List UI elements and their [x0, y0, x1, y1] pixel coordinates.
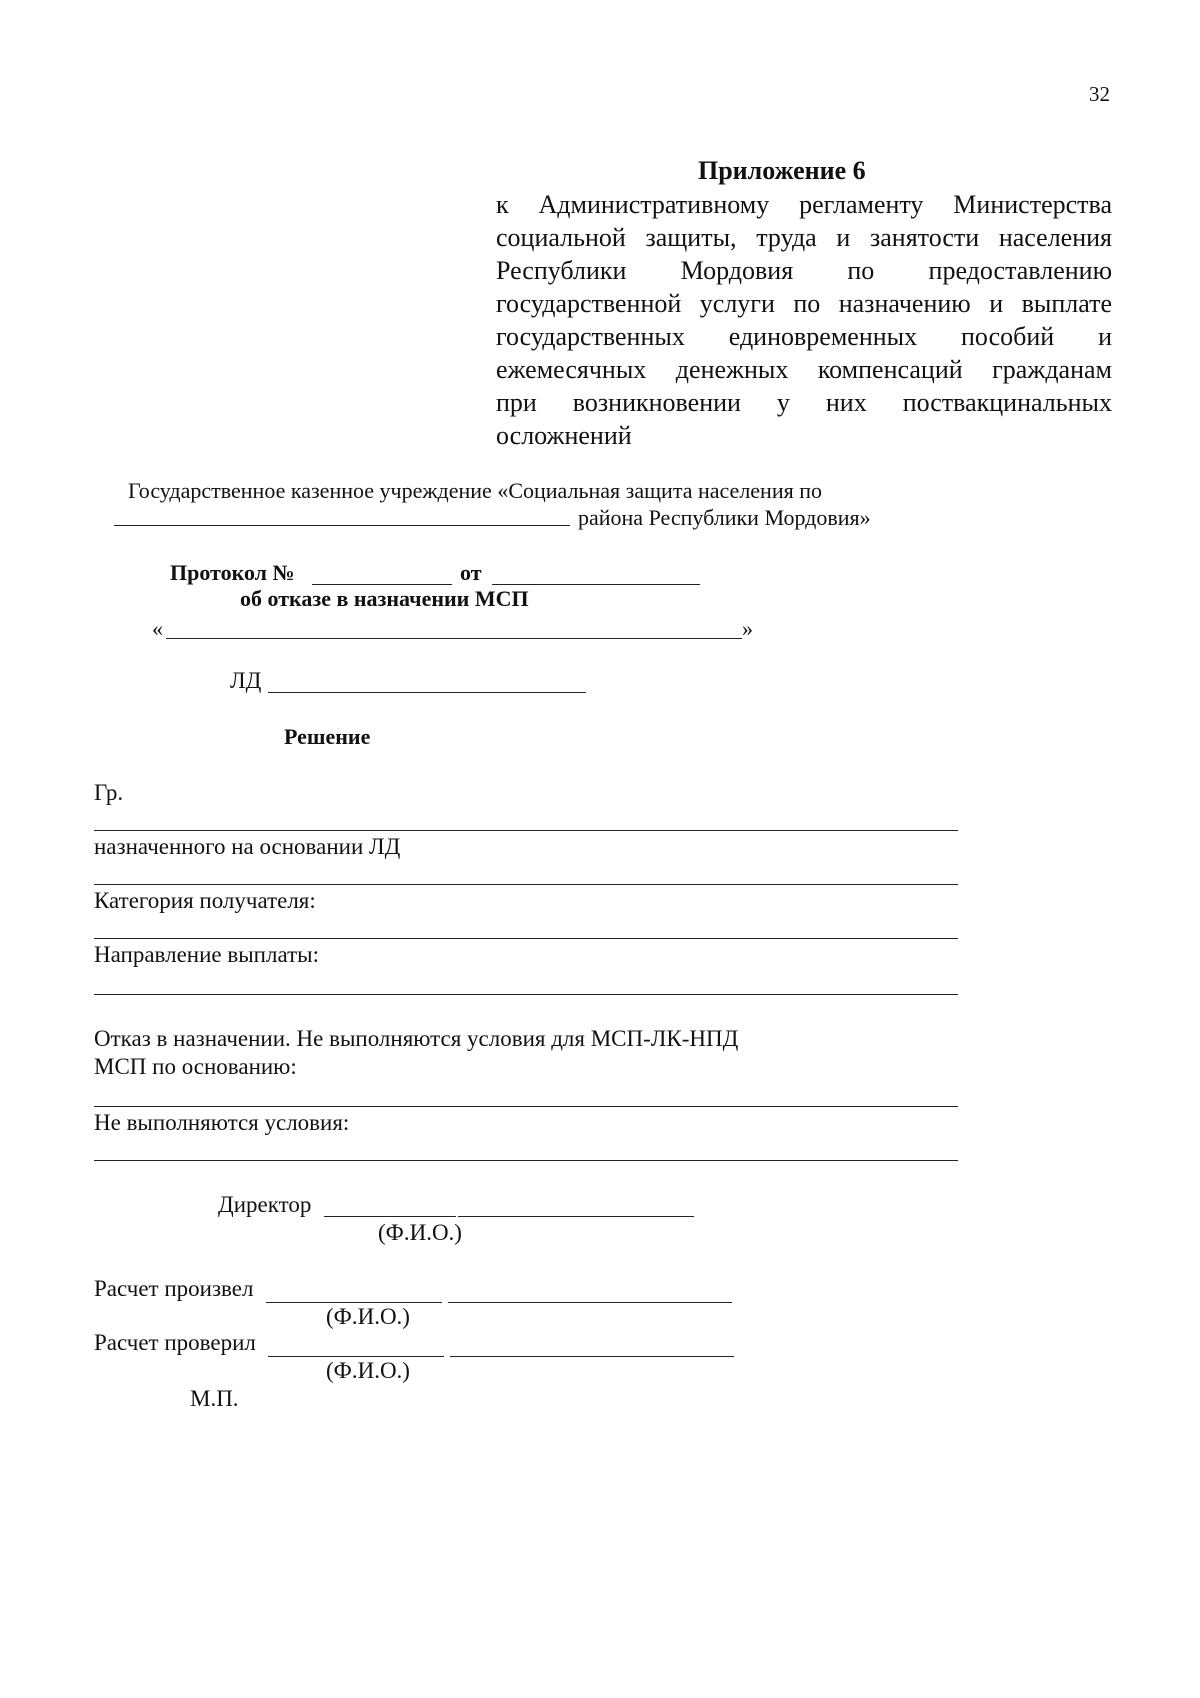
- annex-line: к Административному регламенту Министерства: [496, 190, 1112, 219]
- annex-line: государственной услуги по назначению и выплате: [496, 289, 1112, 318]
- annex-description: [496, 188, 1112, 452]
- director-name-blank: [458, 1216, 694, 1217]
- protocol-label: Протокол №: [170, 560, 295, 585]
- director-signature-blank: [324, 1216, 456, 1217]
- calc-made-label: Расчет произвел: [94, 1276, 254, 1301]
- calc-made-name-blank: [448, 1302, 732, 1303]
- calc-checked-label: Расчет проверил: [94, 1330, 256, 1355]
- director-fio-caption: (Ф.И.О.): [378, 1220, 462, 1245]
- quote-open: «: [152, 616, 163, 641]
- annex-line: социальной защиты, труда и занятости населения: [496, 223, 1112, 252]
- quoted-blank: [166, 638, 742, 639]
- payment-direction-blank: [94, 994, 958, 995]
- institution-line-2: района Республики Мордовия»: [578, 505, 871, 530]
- district-blank: [114, 525, 570, 526]
- refusal-basis-blank: [94, 1106, 958, 1107]
- calc-checked-fio-caption: (Ф.И.О.): [326, 1358, 410, 1383]
- annex-line: ежемесячных денежных компенсаций гражданам: [496, 355, 1112, 384]
- citizen-label: Гр.: [94, 780, 124, 805]
- refusal-line-1: Отказ в назначении. Не выполняются условия для МСП-ЛК-НПД: [94, 1026, 739, 1051]
- citizen-blank: [94, 830, 958, 831]
- stamp-label: М.П.: [190, 1386, 239, 1411]
- protocol-subtitle: об отказе в назначении МСП: [240, 586, 529, 611]
- ld-blank: [268, 692, 586, 693]
- protocol-date-blank: [492, 584, 700, 585]
- recipient-category-blank: [94, 938, 958, 939]
- protocol-number-blank: [312, 584, 452, 585]
- annex-line: при возникновении у них поствакцинальных: [496, 388, 1112, 417]
- decision-title: Решение: [284, 724, 371, 749]
- ld-label: ЛД: [230, 668, 262, 693]
- assigned-basis-label: назначенного на основании ЛД: [94, 834, 401, 859]
- annex-title: Приложение 6: [698, 156, 866, 185]
- calc-made-fio-caption: (Ф.И.О.): [326, 1304, 410, 1329]
- recipient-category-label: Категория получателя:: [94, 888, 316, 913]
- institution-line-1: Государственное казенное учреждение «Социальная защита населения по: [128, 478, 822, 503]
- payment-direction-label: Направление выплаты:: [94, 942, 319, 967]
- page-number: 32: [1089, 82, 1110, 106]
- annex-line: государственных единовременных пособий и: [496, 322, 1112, 351]
- unmet-conditions-label: Не выполняются условия:: [94, 1110, 350, 1135]
- calc-checked-name-blank: [450, 1356, 734, 1357]
- refusal-line-2: МСП по основанию:: [94, 1054, 297, 1079]
- director-label: Директор: [218, 1192, 312, 1217]
- protocol-from-label: от: [460, 560, 482, 585]
- calc-checked-signature-blank: [268, 1356, 444, 1357]
- quote-close: »: [742, 616, 753, 641]
- assigned-basis-blank: [94, 884, 958, 885]
- unmet-conditions-blank: [94, 1160, 958, 1161]
- calc-made-signature-blank: [266, 1302, 442, 1303]
- annex-line: осложнений: [496, 421, 632, 450]
- annex-line: Республики Мордовия по предоставлению: [496, 256, 1112, 285]
